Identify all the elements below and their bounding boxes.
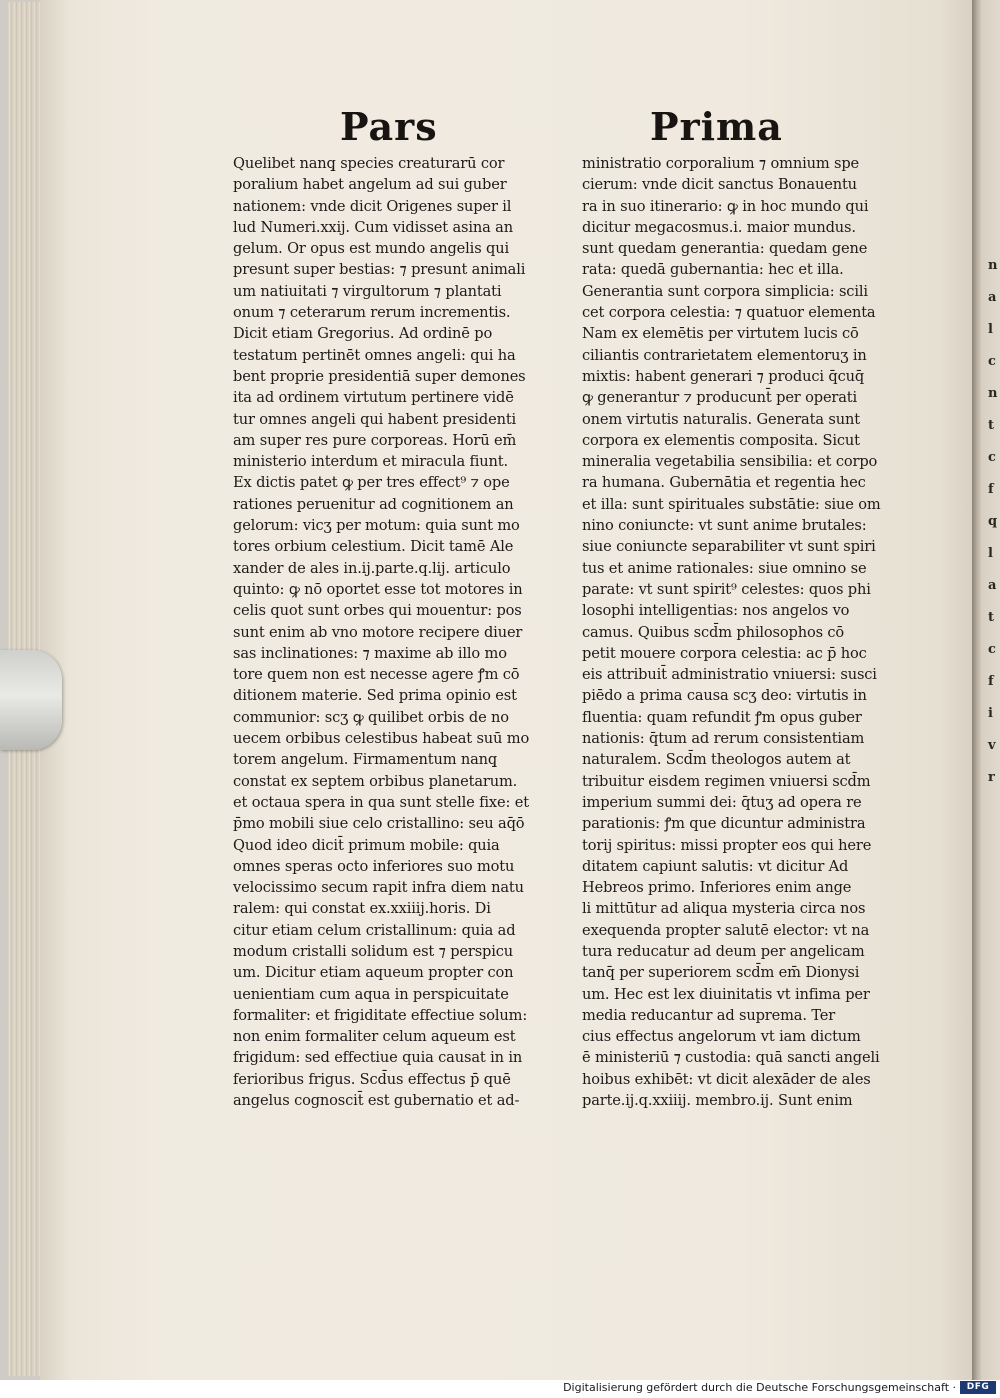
page-clip — [0, 650, 62, 750]
text-line: et illa: sunt spirituales substātie: siue om — [582, 495, 881, 513]
text-line: non enim formaliter celum aqueum est — [233, 1028, 516, 1046]
text-line: petit mouere corpora celestia: ac p̄ hoc — [582, 644, 867, 662]
facing-page-letter: f — [988, 482, 994, 497]
text-line: omnes speras octo inferiores suo motu — [233, 857, 515, 875]
text-line: Nam ex elemētis per virtutem lucis cō — [582, 325, 859, 343]
facing-page-letter: c — [988, 354, 996, 369]
text-line: um natiuitati ⁊ virgultorum ⁊ plantati — [233, 282, 502, 300]
text-line: nino coniuncte: vt sunt anime brutales: — [582, 517, 867, 535]
text-line: cet corpora celestia: ⁊ quatuor elementa — [582, 304, 876, 322]
text-line: nationis: q̄tum ad rerum consistentiam — [582, 730, 865, 748]
text-line: eis attribuit̄ administratio vniuersi: susci — [582, 666, 877, 684]
text-line: frigidum: sed effectiue quia causat in in — [233, 1049, 523, 1067]
text-line: Generantia sunt corpora simplicia: scili — [582, 282, 868, 300]
text-line: sunt enim ab vno motore recipere diuer — [233, 623, 523, 641]
text-line: corpora ex elementis composita. Sicut — [582, 431, 860, 449]
text-line: sas inclinationes: ⁊ maxime ab illo mo — [233, 644, 507, 662]
text-line: ra in suo itinerario: ꝙ in hoc mundo qui — [582, 197, 869, 215]
text-line: communior: scʒ ꝙ quilibet orbis de no — [233, 708, 509, 726]
facing-page-letters — [988, 250, 1000, 794]
text-column-right — [582, 153, 917, 1111]
text-line: angelus cognoscit̄ est gubernatio et ad- — [233, 1092, 520, 1110]
facing-page-letter: t — [988, 418, 995, 433]
text-line: modum cristalli solidum est ⁊ perspicu — [233, 942, 514, 960]
text-line: tus et anime rationales: siue omnino se — [582, 559, 867, 577]
text-line: testatum pertinēt omnes angeli: qui ha — [233, 346, 516, 364]
facing-page-letter: f — [988, 674, 994, 689]
text-line: fluentia: quam refundit ꝭm opus guber — [582, 708, 862, 726]
text-line: ditatem capiunt salutis: vt dicitur Ad — [582, 857, 849, 875]
text-line: mineralia vegetabilia sensibilia: et corpo — [582, 453, 878, 471]
text-line: ministerio interdum et miracula fiunt. — [233, 453, 508, 471]
text-line: torem angelum. Firmamentum nanq̧ — [233, 751, 498, 769]
facing-page-letter: r — [988, 770, 995, 785]
facing-page-letter: c — [988, 450, 996, 465]
text-line: constat ex septem orbibus planetarum. — [233, 772, 518, 790]
text-line: velocissimo secum rapit infra diem natu — [233, 879, 524, 897]
text-line: ꝙ generantur ⁊ producunt̄ per operati — [582, 389, 858, 407]
text-line: li mittūtur ad aliqua mysteria circa nos — [582, 900, 866, 918]
text-line: exequenda propter salutē elector: vt na — [582, 921, 870, 939]
text-line: lud Numeri.xxij. Cum vidisset asina an — [233, 218, 513, 236]
text-line: parte.ij.q.xxiiij. membro.ij. Sunt enim — [582, 1092, 853, 1110]
facing-page-letter: l — [988, 546, 993, 561]
text-line: tanq̄ per superiorem scd̄m em̄ Dionysi — [582, 964, 860, 982]
text-line: poralium habet angelum ad sui guber — [233, 176, 507, 194]
text-line: piēdo a prima causa scʒ deo: virtutis in — [582, 687, 867, 705]
text-line: formaliter: et frigiditate effectiue solum: — [233, 1006, 528, 1024]
facing-page-letter: l — [988, 322, 993, 337]
text-line: Quod ideo dicit̄ primum mobile: quia — [233, 836, 500, 854]
text-line: bent proprie presidentiā super demones — [233, 367, 526, 385]
facing-page-letter: i — [988, 706, 993, 721]
text-line: siue coniuncte separabiliter vt sunt spiri — [582, 538, 876, 556]
text-line: ditionem materie. Sed prima opinio est — [233, 687, 517, 705]
text-line: am super res pure corporeas. Horū em̄ — [233, 431, 517, 449]
text-line: ferioribus frigus. Scd̄us effectus p̄ quē — [233, 1070, 511, 1088]
text-line: uecem orbibus celestibus habeat suū mo — [233, 730, 530, 748]
text-line: presunt super bestias: ⁊ presunt animali — [233, 261, 526, 279]
text-line: Ex dictis patet ꝙ per tres effect⁹ ⁊ ope — [233, 474, 510, 492]
text-line: tore quem non est necesse agere ꝭm cō — [233, 666, 520, 684]
text-line: Dicit etiam Gregorius. Ad ordinē po — [233, 325, 493, 343]
text-line: tribuitur eisdem regimen vniuersi scd̄m — [582, 772, 871, 790]
text-line: gelum. Or opus est mundo angelis qui — [233, 240, 509, 258]
facing-page-letter: t — [988, 610, 995, 625]
text-line: onem virtutis naturalis. Generata sunt — [582, 410, 860, 428]
text-line: camus. Quibus scd̄m philosophos cō — [582, 623, 845, 641]
text-line: citur etiam celum cristallinum: quia ad — [233, 921, 516, 939]
text-line: imperium summi dei: q̄tuʒ ad opera re — [582, 793, 862, 811]
text-line: nationem: vnde dicit Origenes super il — [233, 197, 512, 215]
text-line: torij spiritus: missi propter eos qui here — [582, 836, 872, 854]
text-line: cius effectus angelorum vt iam dictum — [582, 1028, 861, 1046]
facing-page-letter: q — [988, 514, 998, 529]
text-line: rata: quedā gubernantia: hec et illa. — [582, 261, 844, 279]
text-line: quinto: ꝙ nō oportet esse tot motores in — [233, 580, 523, 598]
text-line: ministratio corporalium ⁊ omnium spe — [582, 155, 860, 172]
text-line: hoibus exhibēt: vt dicit alexāder de ales — [582, 1070, 871, 1088]
text-line: losophi intelligentias: nos angelos vo — [582, 602, 850, 620]
text-line: xander de ales in.ij.parte.q.lij. articulo — [233, 559, 511, 577]
text-line: ē ministeriū ⁊ custodia: quā sancti angeli — [582, 1049, 880, 1067]
text-line: sunt quedam generantia: quedam gene — [582, 240, 868, 258]
facing-page-letter: n — [988, 386, 998, 401]
text-line: p̄mo mobili siue celo cristallino: seu aq̄ō — [233, 815, 525, 833]
text-line: Hebreos primo. Inferiores enim ange — [582, 879, 852, 897]
facing-page-letter: a — [988, 290, 997, 305]
text-line: mixtis: habent generari ⁊ produci q̄cuq̄ — [582, 367, 865, 385]
text-line: tura reducatur ad deum per angelicam — [582, 942, 865, 960]
text-line: ra humana. Gubernātia et regentia hec — [582, 474, 866, 492]
text-line: celis quot sunt orbes qui mouentur: pos — [233, 602, 522, 620]
text-line: parate: vt sunt spirit⁹ celestes: quos phi — [582, 580, 871, 598]
text-line: um. Hec est lex diuinitatis vt infima per — [582, 985, 870, 1003]
text-line: onum ⁊ ceterarum rerum incrementis. — [233, 304, 511, 322]
text-line: parationis: ꝭm que dicuntur administra — [582, 815, 866, 833]
dfg-logo: DFG — [960, 1381, 996, 1394]
text-line: um. Dicitur etiam aqueum propter con — [233, 964, 514, 982]
text-line: naturalem. Scd̄m theologos autem at — [582, 751, 851, 769]
text-line: et octaua spera in qua sunt stelle fixe: et — [233, 793, 529, 811]
text-line: rationes peruenitur ad cognitionem an — [233, 495, 514, 513]
text-column-left — [233, 153, 578, 1111]
facing-page-letter: v — [988, 738, 996, 753]
text-line: tores orbium celestium. Dicit tamē Ale — [233, 538, 514, 556]
facing-page-letter: c — [988, 642, 996, 657]
running-head-right: Prima — [650, 104, 783, 149]
text-line: media reducantur ad suprema. Ter — [582, 1006, 836, 1024]
text-line: cierum: vnde dicit sanctus Bonauentu — [582, 176, 857, 194]
facing-page-letter: a — [988, 578, 997, 593]
text-line: ralem: qui constat ex.xxiiij.horis. Di — [233, 900, 491, 918]
text-line: gelorum: vicʒ per motum: quia sunt mo — [233, 517, 520, 535]
footer-credit: Digitalisierung gefördert durch die Deutsche Forschungsgemeinschaft · — [563, 1381, 956, 1394]
text-line: uenientiam cum aqua in perspicuitate — [233, 985, 509, 1003]
facing-page-letter: n — [988, 258, 998, 273]
text-line: dicitur megacosmus.i. maior mundus. — [582, 218, 856, 236]
text-line: ita ad ordinem virtutum pertinere vidē — [233, 389, 514, 407]
text-line: ciliantis contrarietatem elementoruʒ in — [582, 346, 867, 364]
text-line: tur omnes angeli qui habent presidenti — [233, 410, 517, 428]
text-line: Quelibet nanq̧ species creaturarū cor — [233, 155, 505, 172]
running-head-left: Pars — [340, 104, 438, 149]
